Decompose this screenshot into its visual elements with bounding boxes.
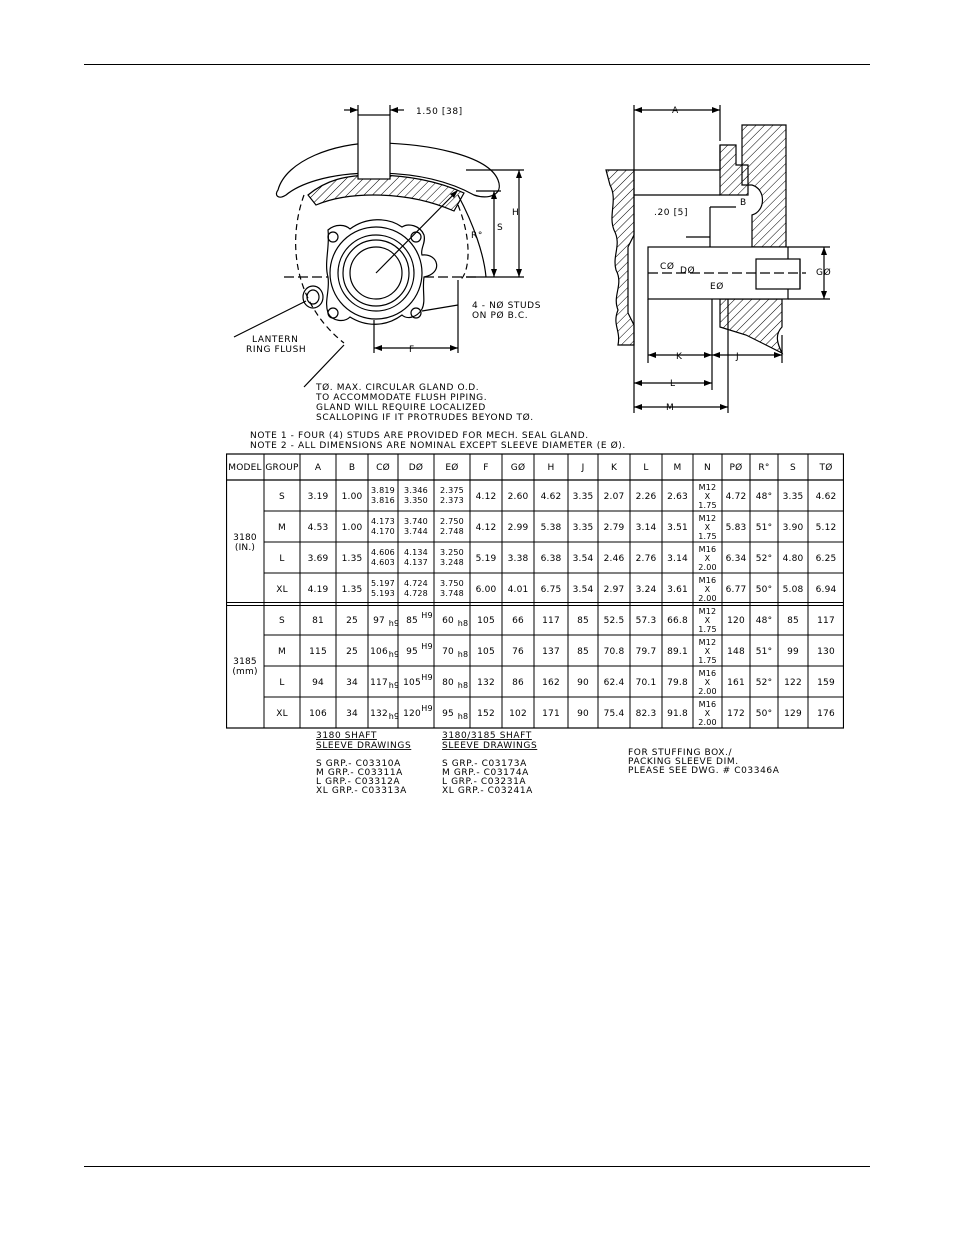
- cell-c-upper: 3.819: [371, 486, 395, 495]
- header-cell: A: [314, 463, 322, 473]
- cell-h: 4.62: [540, 492, 562, 502]
- cell-l: 70.1: [635, 678, 657, 688]
- cell-g: 102: [509, 709, 527, 719]
- cell-a: 94: [312, 678, 324, 688]
- header-cell: H: [547, 463, 555, 473]
- cell-r: 52°: [755, 554, 773, 564]
- cell-c-value: 132: [370, 709, 388, 719]
- cell-d-tolerance: H9: [421, 673, 433, 682]
- cell-n-1: M16: [698, 576, 717, 585]
- cell-r: 51°: [755, 647, 773, 657]
- studs-label-2: ON PØ B.C.: [472, 311, 529, 321]
- cell-r: 51°: [755, 523, 773, 533]
- cell-f: 4.12: [475, 492, 497, 502]
- cell-d-lower: 3.350: [404, 496, 428, 505]
- cell-p: 6.77: [725, 585, 747, 595]
- dim-j-label: J: [736, 352, 740, 362]
- header-rule: [84, 64, 870, 65]
- cell-n-2: X: [704, 647, 711, 656]
- cell-e-value: 80: [442, 678, 454, 688]
- cell-e-upper: 2.375: [440, 486, 464, 495]
- cell-s: 4.80: [782, 554, 804, 564]
- col1-item-s: S GRP.- C03310A: [316, 759, 401, 769]
- cell-e-tolerance: h8: [457, 712, 469, 721]
- cell-l: 3.24: [635, 585, 657, 595]
- cell-r: 50°: [755, 709, 773, 719]
- cell-c-value: 117: [370, 678, 388, 688]
- dim-d-label: DØ: [680, 266, 696, 276]
- col2-item-s: S GRP.- C03173A: [442, 759, 527, 769]
- cell-group: L: [279, 678, 285, 688]
- cell-f: 152: [477, 709, 495, 719]
- cell-c-value: 97: [373, 616, 385, 626]
- cell-n-1: M16: [698, 545, 717, 554]
- cell-e-upper: 3.250: [440, 548, 464, 557]
- cell-c-upper: 5.197: [371, 579, 395, 588]
- cell-t: 4.62: [815, 492, 837, 502]
- sleeve-drawings: [316, 731, 780, 796]
- cell-n-2: X: [704, 492, 711, 501]
- cell-f: 4.12: [475, 523, 497, 533]
- cell-n-3: 2.00: [698, 594, 717, 603]
- cell-e-lower: 3.748: [440, 589, 464, 598]
- cell-c-tolerance: h9: [388, 712, 400, 721]
- model-name: 3185: [233, 657, 257, 667]
- cell-d-tolerance: H9: [421, 611, 433, 620]
- cell-e-value: 60: [442, 616, 454, 626]
- cell-group: S: [279, 616, 285, 626]
- section-view: [606, 105, 830, 413]
- cell-k: 2.79: [603, 523, 625, 533]
- col2-title-2: SLEEVE DRAWINGS: [442, 741, 538, 751]
- cell-l: 2.26: [635, 492, 657, 502]
- cell-h: 162: [542, 678, 560, 688]
- cell-h: 137: [542, 647, 560, 657]
- cell-m: 3.61: [667, 585, 688, 595]
- header-cell: R°: [758, 463, 770, 473]
- cell-g: 2.99: [507, 523, 529, 533]
- cell-b: 1.35: [341, 554, 363, 564]
- cell-c-lower: 4.170: [371, 527, 395, 536]
- cell-group: M: [278, 647, 286, 657]
- cell-h: 6.75: [540, 585, 562, 595]
- cell-c-upper: 4.606: [371, 548, 395, 557]
- model-name: 3180: [233, 533, 257, 543]
- header-cell: MODEL: [228, 463, 262, 473]
- cell-r: 48°: [755, 492, 773, 502]
- t-note-line-3: GLAND WILL REQUIRE LOCALIZED: [316, 403, 486, 413]
- cell-r: 50°: [755, 585, 773, 595]
- cell-c-tolerance: h9: [388, 650, 400, 659]
- cell-n-2: X: [704, 523, 711, 532]
- cell-h: 5.38: [540, 523, 562, 533]
- cell-g: 4.01: [507, 585, 529, 595]
- cell-k: 52.5: [603, 616, 625, 626]
- cell-d-upper: 4.724: [404, 579, 428, 588]
- seal-chamber-drawing: [226, 95, 844, 801]
- col2-title-1: 3180/3185 SHAFT: [442, 731, 532, 741]
- cell-a: 4.53: [307, 523, 329, 533]
- cell-m: 79.8: [667, 678, 688, 688]
- cell-s: 99: [787, 647, 799, 657]
- cell-e-value: 95: [442, 709, 454, 719]
- cell-e-tolerance: h8: [457, 681, 469, 690]
- cell-e-tolerance: h8: [457, 650, 469, 659]
- cell-g: 2.60: [507, 492, 529, 502]
- lantern-label-2: RING FLUSH: [246, 345, 307, 355]
- dim-b-label: B: [740, 198, 747, 208]
- cell-s: 3.90: [782, 523, 804, 533]
- cell-t: 130: [817, 647, 835, 657]
- cell-d-lower: 3.744: [404, 527, 428, 536]
- cell-b: 34: [346, 678, 358, 688]
- cell-t: 117: [817, 616, 835, 626]
- stuffing-line-3: PLEASE SEE DWG. # C03346A: [628, 766, 780, 776]
- header-cell: J: [581, 463, 585, 473]
- dim-h-label: H: [512, 208, 520, 218]
- cell-g: 86: [512, 678, 524, 688]
- header-cell: DØ: [408, 463, 424, 473]
- cell-p: 161: [727, 678, 745, 688]
- cell-n-2: X: [704, 678, 711, 687]
- cell-j: 85: [577, 647, 589, 657]
- cell-t: 159: [817, 678, 835, 688]
- cell-d-lower: 4.728: [404, 589, 428, 598]
- cell-s: 85: [787, 616, 799, 626]
- cell-group: M: [278, 523, 286, 533]
- cell-c-lower: 5.193: [371, 589, 395, 598]
- header-cell: GROUP: [265, 463, 299, 473]
- cell-d-value: 105: [403, 678, 421, 688]
- cell-j: 3.54: [572, 554, 594, 564]
- cell-s: 5.08: [782, 585, 804, 595]
- cell-m: 3.51: [667, 523, 688, 533]
- cell-m: 89.1: [667, 647, 688, 657]
- cell-f: 6.00: [475, 585, 497, 595]
- cell-n-3: 2.00: [698, 563, 717, 572]
- cell-n-1: M12: [698, 607, 717, 616]
- cell-g: 76: [512, 647, 524, 657]
- cell-s: 122: [784, 678, 802, 688]
- header-cell: GØ: [510, 463, 526, 473]
- cell-d-value: 95: [406, 647, 418, 657]
- cell-c-tolerance: h9: [388, 681, 400, 690]
- cell-n-3: 1.75: [698, 625, 717, 634]
- cell-n-2: X: [704, 554, 711, 563]
- cell-j: 3.35: [572, 492, 594, 502]
- studs-label-1: 4 - NØ STUDS: [472, 301, 542, 311]
- cell-b: 1.00: [341, 523, 363, 533]
- cell-group: L: [279, 554, 285, 564]
- cell-s: 129: [784, 709, 802, 719]
- cell-j: 90: [577, 709, 589, 719]
- dim-150-label: 1.50 [38]: [416, 107, 463, 117]
- header-cell: CØ: [376, 463, 390, 473]
- cell-d-upper: 3.740: [404, 517, 428, 526]
- cell-h: 117: [542, 616, 560, 626]
- dim-a-label: A: [672, 106, 679, 116]
- cell-d-tolerance: H9: [421, 642, 433, 651]
- cell-n-2: X: [704, 709, 711, 718]
- cell-n-3: 1.75: [698, 532, 717, 541]
- cell-f: 5.19: [475, 554, 497, 564]
- dimension-table: [226, 454, 844, 728]
- cell-a: 3.69: [307, 554, 329, 564]
- stuffing-line-1: FOR STUFFING BOX./: [628, 748, 733, 758]
- cell-p: 6.34: [725, 554, 747, 564]
- cell-t: 176: [817, 709, 835, 719]
- dim-f-label: F: [409, 345, 415, 355]
- t-note-line-2: TO ACCOMMODATE FLUSH PIPING.: [316, 393, 488, 403]
- header-cell: K: [610, 463, 618, 473]
- cell-j: 3.35: [572, 523, 594, 533]
- cell-n-3: 2.00: [698, 687, 717, 696]
- dim-c-label: CØ: [660, 262, 675, 272]
- header-cell: F: [483, 463, 489, 473]
- cell-t: 6.25: [815, 554, 837, 564]
- cell-b: 1.00: [341, 492, 363, 502]
- footer-rule: [84, 1166, 870, 1167]
- cell-m: 91.8: [667, 709, 688, 719]
- cell-j: 85: [577, 616, 589, 626]
- cell-k: 70.8: [603, 647, 625, 657]
- dim-e-label: EØ: [710, 282, 724, 292]
- cell-b: 34: [346, 709, 358, 719]
- cell-d-upper: 3.346: [404, 486, 428, 495]
- cell-k: 2.46: [603, 554, 625, 564]
- cell-n-1: M12: [698, 483, 717, 492]
- cell-n-3: 1.75: [698, 656, 717, 665]
- stuffing-line-2: PACKING SLEEVE DIM.: [628, 757, 739, 767]
- header-cell: EØ: [445, 463, 459, 473]
- dim-r-label: R°: [471, 231, 483, 241]
- cell-l: 79.7: [635, 647, 657, 657]
- dim-s-label: S: [497, 223, 504, 233]
- header-cell: S: [790, 463, 796, 473]
- cell-c-upper: 4.173: [371, 517, 395, 526]
- cell-c-tolerance: h9: [388, 619, 400, 628]
- cell-p: 5.83: [725, 523, 747, 533]
- cell-n-3: 1.75: [698, 501, 717, 510]
- cell-n-2: X: [704, 585, 711, 594]
- col1-title-2: SLEEVE DRAWINGS: [316, 741, 412, 751]
- cell-group: XL: [276, 585, 288, 595]
- cell-k: 2.97: [603, 585, 625, 595]
- cell-e-upper: 3.750: [440, 579, 464, 588]
- cell-p: 120: [727, 616, 745, 626]
- cell-p: 4.72: [725, 492, 747, 502]
- cell-f: 132: [477, 678, 495, 688]
- cell-d-value: 85: [406, 616, 418, 626]
- cell-e-tolerance: h8: [457, 619, 469, 628]
- cell-k: 2.07: [603, 492, 625, 502]
- col1-item-xl: XL GRP.- C03313A: [316, 786, 407, 796]
- cell-k: 62.4: [603, 678, 625, 688]
- header-cell: PØ: [729, 463, 743, 473]
- cell-d-lower: 4.137: [404, 558, 428, 567]
- cell-a: 4.19: [307, 585, 329, 595]
- note-2: NOTE 2 - ALL DIMENSIONS ARE NOMINAL EXCEPT SLEEVE DIAMETER (E Ø).: [250, 441, 626, 451]
- cell-e-upper: 2.750: [440, 517, 464, 526]
- cell-e-value: 70: [442, 647, 454, 657]
- cell-b: 25: [346, 616, 358, 626]
- cell-h: 171: [542, 709, 560, 719]
- cell-c-lower: 4.603: [371, 558, 395, 567]
- cell-m: 66.8: [667, 616, 688, 626]
- col2-item-m: M GRP.- C03174A: [442, 768, 529, 778]
- cell-g: 66: [512, 616, 524, 626]
- cell-group: S: [279, 492, 285, 502]
- cell-a: 115: [309, 647, 327, 657]
- cell-j: 90: [577, 678, 589, 688]
- dim-l-label: L: [670, 379, 676, 389]
- cell-h: 6.38: [540, 554, 562, 564]
- cell-l: 2.76: [635, 554, 657, 564]
- dim-020-label: .20 [5]: [654, 208, 689, 218]
- header-cell: L: [643, 463, 649, 473]
- cell-r: 48°: [755, 616, 773, 626]
- cell-n-1: M12: [698, 514, 717, 523]
- cell-a: 106: [309, 709, 327, 719]
- cell-n-2: X: [704, 616, 711, 625]
- cell-l: 3.14: [635, 523, 657, 533]
- cell-a: 3.19: [307, 492, 329, 502]
- cell-m: 2.63: [667, 492, 688, 502]
- header-cell: M: [673, 463, 682, 473]
- cell-p: 172: [727, 709, 745, 719]
- cell-l: 82.3: [635, 709, 657, 719]
- cell-n-1: M16: [698, 669, 717, 678]
- note-1: NOTE 1 - FOUR (4) STUDS ARE PROVIDED FOR MECH. SEAL GLAND.: [250, 431, 589, 441]
- cell-t: 5.12: [815, 523, 837, 533]
- cell-s: 3.35: [782, 492, 804, 502]
- header-cell: TØ: [819, 463, 833, 473]
- cell-f: 105: [477, 616, 495, 626]
- t-note-line-1: TØ. MAX. CIRCULAR GLAND O.D.: [316, 383, 480, 393]
- cell-d-upper: 4.134: [404, 548, 428, 557]
- header-cell: B: [348, 463, 356, 473]
- col2-item-xl: XL GRP.- C03241A: [442, 786, 533, 796]
- cell-e-lower: 3.248: [440, 558, 464, 567]
- cell-j: 3.54: [572, 585, 594, 595]
- cell-f: 105: [477, 647, 495, 657]
- cell-t: 6.94: [815, 585, 837, 595]
- cell-n-3: 2.00: [698, 718, 717, 727]
- cell-c-value: 106: [370, 647, 388, 657]
- cell-a: 81: [312, 616, 324, 626]
- cell-k: 75.4: [603, 709, 625, 719]
- cell-r: 52°: [755, 678, 773, 688]
- col1-title-1: 3180 SHAFT: [316, 731, 377, 741]
- cell-e-lower: 2.748: [440, 527, 464, 536]
- cell-n-1: M12: [698, 638, 717, 647]
- cell-p: 148: [727, 647, 745, 657]
- cell-n-1: M16: [698, 700, 717, 709]
- cell-l: 57.3: [635, 616, 657, 626]
- dim-k-label: K: [676, 352, 683, 362]
- dim-m-label: M: [666, 403, 675, 413]
- cell-d-tolerance: H9: [421, 704, 433, 713]
- col1-item-m: M GRP.- C03311A: [316, 768, 403, 778]
- lantern-label-1: LANTERN: [252, 335, 299, 345]
- cell-d-value: 120: [403, 709, 421, 719]
- cell-e-lower: 2.373: [440, 496, 464, 505]
- model-unit: (IN.): [234, 543, 256, 553]
- cell-g: 3.38: [507, 554, 529, 564]
- model-unit: (mm): [232, 667, 258, 677]
- cell-b: 1.35: [341, 585, 363, 595]
- t-note-line-4: SCALLOPING IF IT PROTRUDES BEYOND TØ.: [316, 413, 534, 423]
- cell-b: 25: [346, 647, 358, 657]
- header-cell: N: [704, 463, 711, 473]
- col2-item-l: L GRP.- C03231A: [442, 777, 527, 787]
- cell-group: XL: [276, 709, 288, 719]
- cell-m: 3.14: [667, 554, 688, 564]
- cell-c-lower: 3.816: [371, 496, 395, 505]
- dim-g-label: GØ: [816, 268, 832, 278]
- col1-item-l: L GRP.- C03312A: [316, 777, 401, 787]
